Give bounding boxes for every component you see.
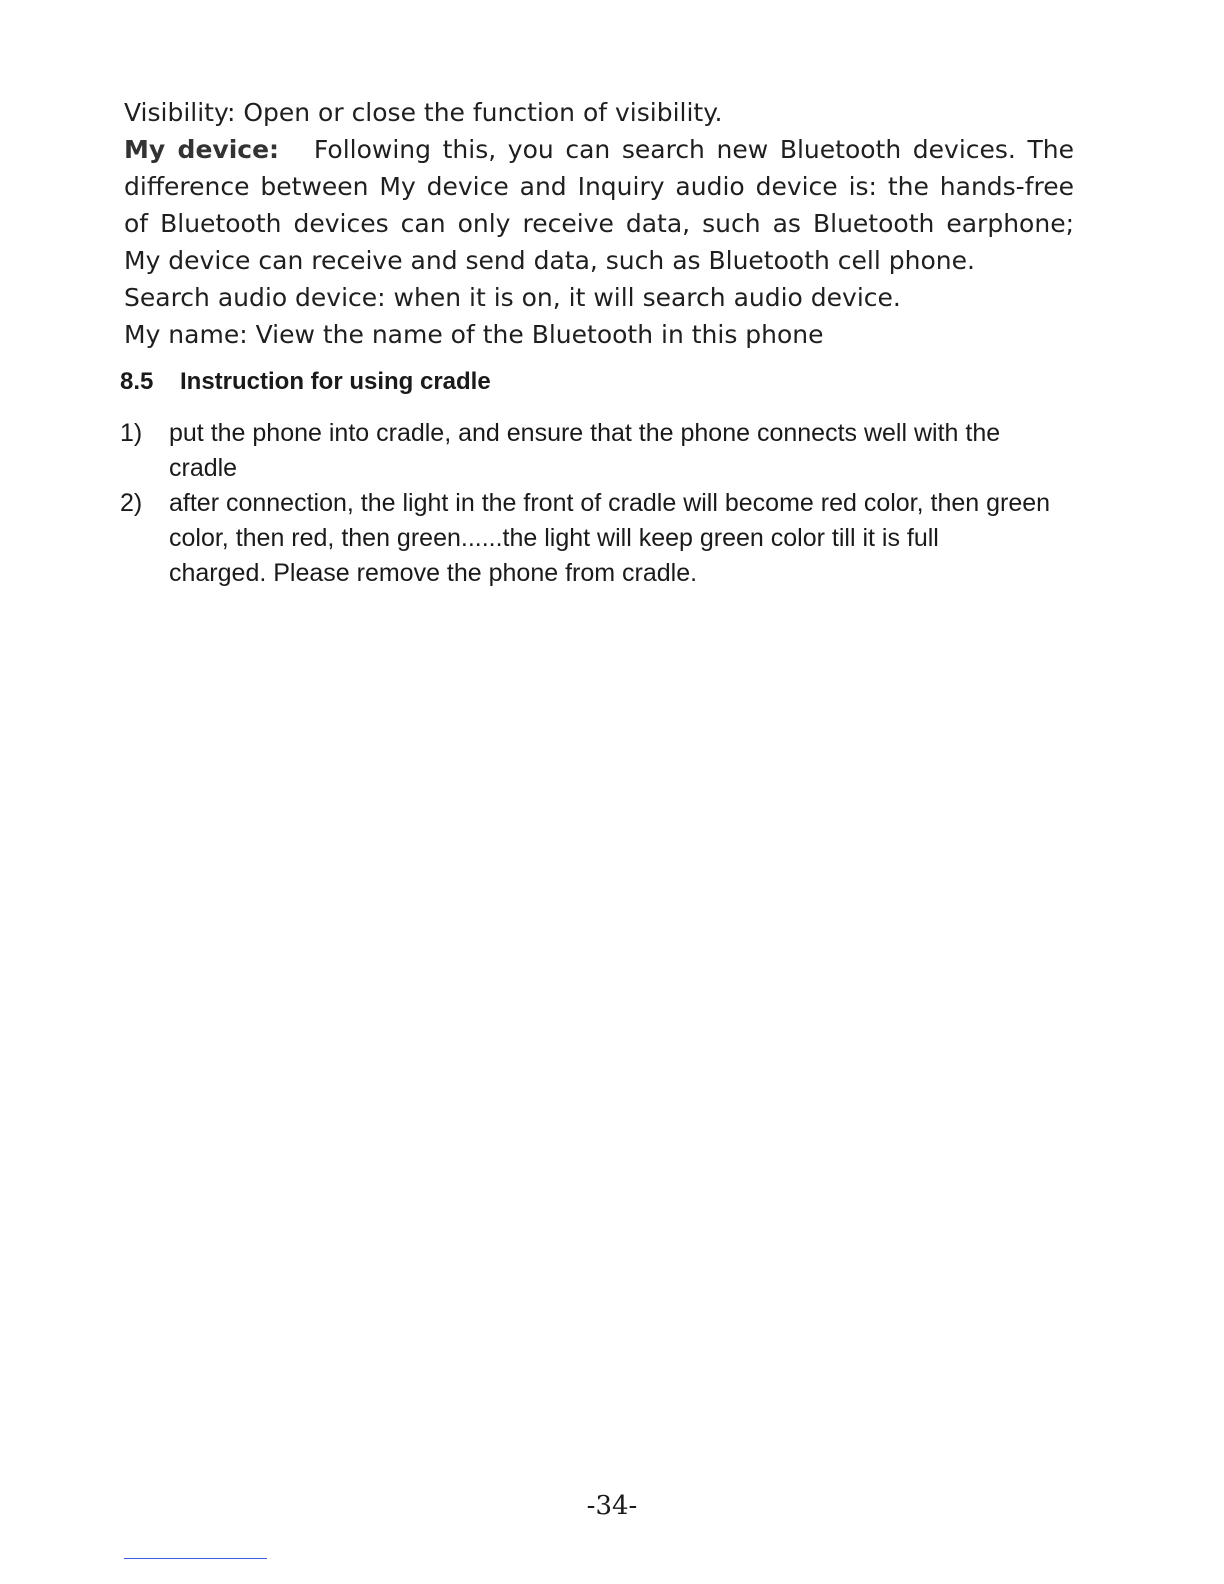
- page-number: -34-: [586, 1491, 638, 1521]
- section-number: 8.5: [120, 368, 154, 395]
- list-item-line: cradle: [169, 454, 238, 482]
- footer-rule: [124, 1558, 267, 1559]
- list-item-line: after connection, the light in the front of cradle will become red color, then green: [169, 489, 1051, 517]
- list-item-marker: 1): [120, 419, 143, 447]
- list-item-marker: 2): [120, 489, 143, 517]
- my-device-line-4: My device can receive and send data, such as Bluetooth cell phone.: [124, 246, 975, 275]
- list-item-line: charged. Please remove the phone from cradle.: [169, 559, 698, 587]
- bluetooth-settings-block: [124, 94, 1074, 353]
- visibility-line: Visibility: Open or close the function of visibility.: [124, 98, 723, 127]
- section-title: Instruction for using cradle: [180, 368, 491, 395]
- list-item-line: put the phone into cradle, and ensure that the phone connects well with the: [169, 419, 1001, 447]
- my-device-text-1: Following this, you can search new Bluetooth devices. The: [313, 135, 1074, 164]
- instruction-list: [120, 416, 1100, 591]
- search-audio-line: Search audio device: when it is on, it will search audio device.: [124, 283, 901, 312]
- my-name-line: My name: View the name of the Bluetooth in this phone: [124, 320, 824, 349]
- list-item: [120, 416, 1100, 486]
- my-device-line-3: of Bluetooth devices can only receive data, such as Bluetooth earphone;: [124, 209, 1074, 238]
- list-item-line: color, then red, then green......the light will keep green color till it is full: [169, 524, 939, 552]
- my-device-line-2: difference between My device and Inquiry audio device is: the hands-free: [124, 172, 1074, 201]
- my-device-line-1: [124, 131, 1074, 168]
- list-item: [120, 486, 1100, 591]
- section-heading: [120, 368, 491, 396]
- my-device-label: My device:: [124, 135, 280, 164]
